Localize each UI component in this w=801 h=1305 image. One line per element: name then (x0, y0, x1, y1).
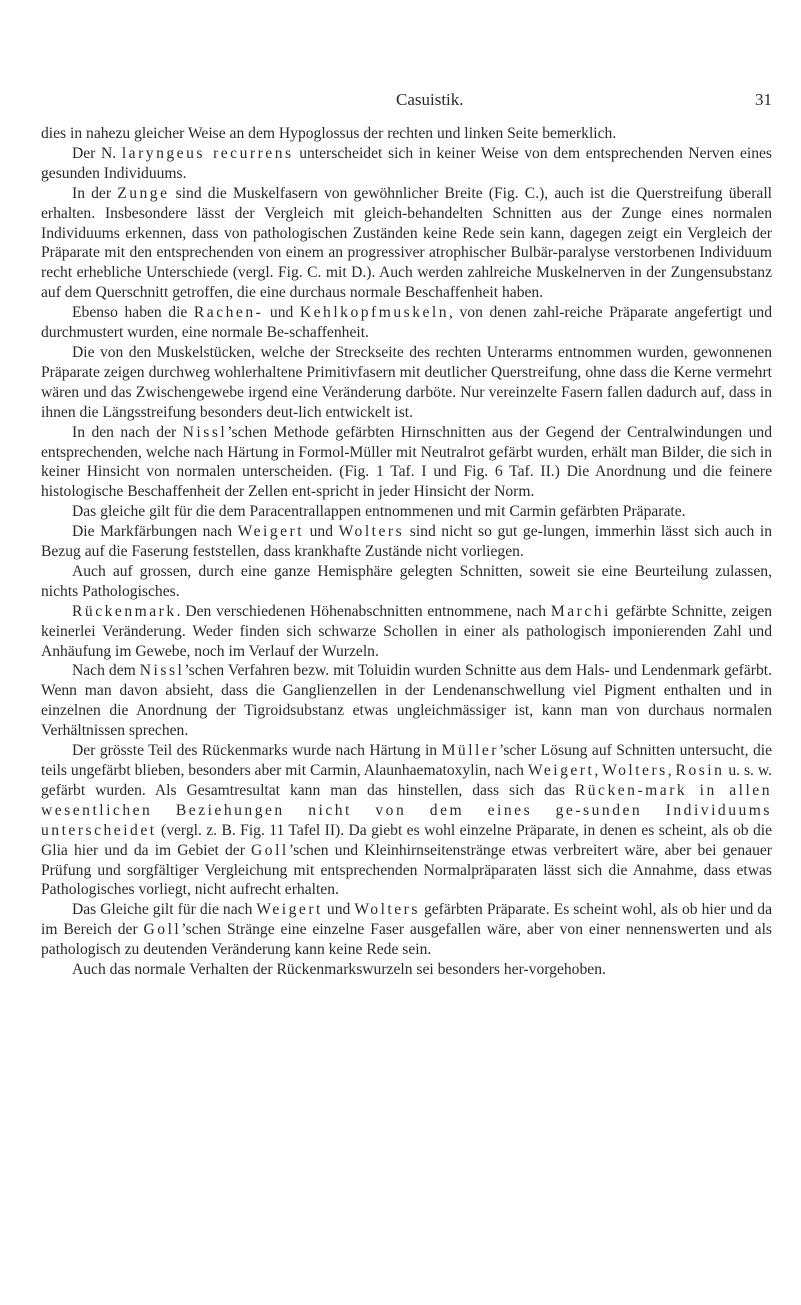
paragraph-p14 (41, 960, 772, 980)
paragraph-p13 (41, 900, 772, 960)
text-run: Nach dem (72, 662, 140, 680)
text-run: (vergl. z. B. Fig. 11 Tafel II). Da giebt es wohl einzelne Präparate, in denen es scheint, als ob die Glia hier und da im Gebiet der (41, 821, 772, 859)
paragraph-p5 (41, 343, 772, 423)
spaced-emphasis: Goll (143, 921, 182, 939)
text-run: und (322, 901, 355, 919)
text-run: Das Gleiche gilt für die nach (72, 901, 257, 919)
spaced-emphasis: Wolters (338, 523, 405, 541)
paragraph-p6 (41, 423, 772, 503)
spaced-emphasis: Marchi (550, 602, 611, 620)
paragraph-p3 (41, 184, 772, 303)
text-run: u. s. w. gefärbt wurden. Als Gesamtresultat kann man das hinstellen, dass sich das (41, 762, 772, 799)
spaced-emphasis: Müller (441, 742, 499, 760)
text-run: Das gleiche gilt für die dem Paracentrallappen entnommenen und mit Carmin gefärbten Präparate. (72, 503, 686, 521)
text-run: ’schen Methode gefärbten Hirnschnitten aus der Gegend der Centralwindungen und entsprechenden, welche nach Härtung in Formol-Müller mit Neutralrot gefärbt wurden, erhält man Bilder, die sich in keiner Hinsicht von normalen unterscheiden. (Fig. 1 Taf. I und Fig. 6 Taf. II.) Die Anordnung und die feinere histologische Beschaffenheit der Zellen ent-spricht in jeder Hinsicht der Norm. (41, 423, 772, 501)
spaced-emphasis: laryngeus recurrens (121, 144, 294, 162)
text-run: , (667, 762, 676, 779)
text-run: Auch auf grossen, durch eine ganze Hemisphäre gelegten Schnitten, soweit sie eine Beurteilung zulassen, nichts Pathologisches. (41, 562, 772, 600)
text-run: gefärbte Schnitte, zeigen keinerlei Veränderung. Weder finden sich schwarze Schollen in einer als pathologisch imponierenden Zahl und Anhäufung im Gewebe, noch im Verlauf der Wurzeln. (41, 602, 772, 660)
paragraph-p8 (41, 522, 772, 562)
paragraph-p2 (41, 144, 772, 184)
spaced-emphasis: Kehlkopfmuskeln (299, 304, 450, 322)
spaced-emphasis: Zunge (117, 184, 170, 202)
text-run: ’schen und Kleinhirnseitenstränge etwas verbreitert wäre, aber bei genauer Prüfung und sorgfältiger Vergleichung mit entsprechenden Normalpräparaten lässt sich die Annahme, dass etwas Pathologisches vorliegt, nicht aufrecht erhalten. (41, 841, 772, 899)
text-run: und (263, 304, 300, 322)
spaced-emphasis: Rosin (675, 762, 725, 779)
page-number: 31 (755, 90, 772, 109)
paragraph-p11 (41, 661, 772, 741)
spaced-emphasis: Weigert (237, 523, 305, 541)
text-run: ’schen Stränge eine einzelne Faser ausgefallen wäre, aber von einer nennenswerten und als pathologisch zu deutenden Veränderung kann keine Rede sein. (41, 921, 772, 959)
text-run: sind die Muskelfasern von gewöhnlicher Breite (Fig. C.), auch ist die Querstreifung überall erhalten. Insbesondere lässt der Vergleich mit gleich-behandelten Schnitten aus der Zunge eines normalen Individuums erkennen, dass von pathologischen Zuständen keine Rede sein kann, dagegen zeigt ein Vergleich der Präparate mit den entsprechenden von einem an progressiver atrophischer Bulbär-paralyse verstorbenen Individuum recht erhebliche Unterschiede (vergl. Fig. C. mit D.). Auch werden zahlreiche Muskelnerven in der Zungensubstanz auf dem Querschnitt getroffen, die eine durchaus normale Beschaffenheit haben. (41, 184, 772, 302)
text-run: In der (72, 184, 118, 202)
text-run: ’scher Lösung auf Schnitten untersucht, die teils ungefärbt blieben, besonders aber mit Carmin, Alaunhaematoxylin, nach (41, 742, 772, 779)
paragraph-p9 (41, 562, 772, 602)
text-run: Ebenso haben die (72, 304, 194, 322)
running-title: Casuistik. (396, 90, 464, 109)
text-run: ’schen Verfahren bezw. mit Toluidin wurden Schnitte aus dem Hals- und Lendenmark gefärbt. Wenn man davon absieht, dass die Ganglienzellen in der Lendenanschwellung viel Pigment enthalten und in einzelnen die Anordnung der Tigroidsubstanz etwas ungleichmässiger ist, kann man von durchaus normalen Verhältnissen sprechen. (41, 662, 772, 740)
paragraph-p12 (41, 741, 772, 900)
text-run: , (594, 762, 603, 779)
text-run: , von denen zahl-reiche Präparate angefertigt und durchmustert wurden, eine normale Be-schaffenheit. (41, 304, 772, 342)
spaced-emphasis: Wolters (602, 762, 668, 779)
text-run: und (304, 523, 339, 541)
spaced-emphasis: Wolters (354, 901, 420, 919)
paragraph-p4 (41, 303, 772, 343)
text-run: . Den verschiedenen Höhenabschnitten entnommene, nach (176, 602, 551, 620)
text-run: gefärbten Präparate. Es scheint wohl, als ob hier und da im Bereich der (41, 901, 772, 939)
running-head (396, 88, 772, 112)
text-run: Die Markfärbungen nach (72, 523, 238, 541)
spaced-emphasis: Nissl (139, 662, 185, 680)
text-run: Der grösste Teil des Rückenmarks wurde nach Härtung in (72, 742, 442, 760)
spaced-emphasis: Rachen- (193, 304, 264, 322)
text-run: Die von den Muskelstücken, welche der Streckseite des rechten Unterarms entnommen wurden, gewonnenen Präparate zeigen durchweg wohlerhaltene Primitivfasern mit deutlicher Querstreifung, ohne dass die Kerne vermehrt wären und das Zwischengewebe irgend eine Veränderung darböte. Nur vereinzelte Fasern fallen dadurch auf, dass in ihnen die Längsstreifung besonders deut-lich entwickelt ist. (41, 343, 772, 421)
paragraph-p1 (41, 124, 772, 144)
spaced-emphasis: Weigert (527, 762, 595, 779)
paragraph-p10 (41, 602, 772, 662)
body-text (41, 124, 772, 1284)
text-run: dies in nahezu gleicher Weise an dem Hypoglossus der rechten und linken Seite bemerklich. (41, 125, 617, 142)
text-run: Auch das normale Verhalten der Rückenmarkswurzeln sei besonders her-vorgehoben. (72, 961, 606, 979)
spaced-emphasis: Weigert (256, 901, 323, 919)
spaced-emphasis: Rücken-mark in allen wesentlichen Beziehungen nicht von dem eines ge-sunden Individuums unterscheidet (41, 781, 772, 839)
text-run: unterscheidet sich in keiner Weise von dem entsprechenden Nerven eines gesunden Individuums. (41, 144, 772, 182)
spaced-emphasis: Rückenmark (72, 602, 177, 620)
paragraph-p7 (41, 502, 772, 522)
spaced-emphasis: Goll (251, 841, 289, 859)
text-run: sind nicht so gut ge-lungen, immerhin lässt sich auch in Bezug auf die Faserung feststellen, dass krankhafte Zustände nicht vorliegen. (41, 523, 772, 561)
text-run: Der N. (72, 144, 122, 162)
spaced-emphasis: Nissl (182, 423, 228, 441)
text-run: In den nach der (72, 423, 183, 441)
